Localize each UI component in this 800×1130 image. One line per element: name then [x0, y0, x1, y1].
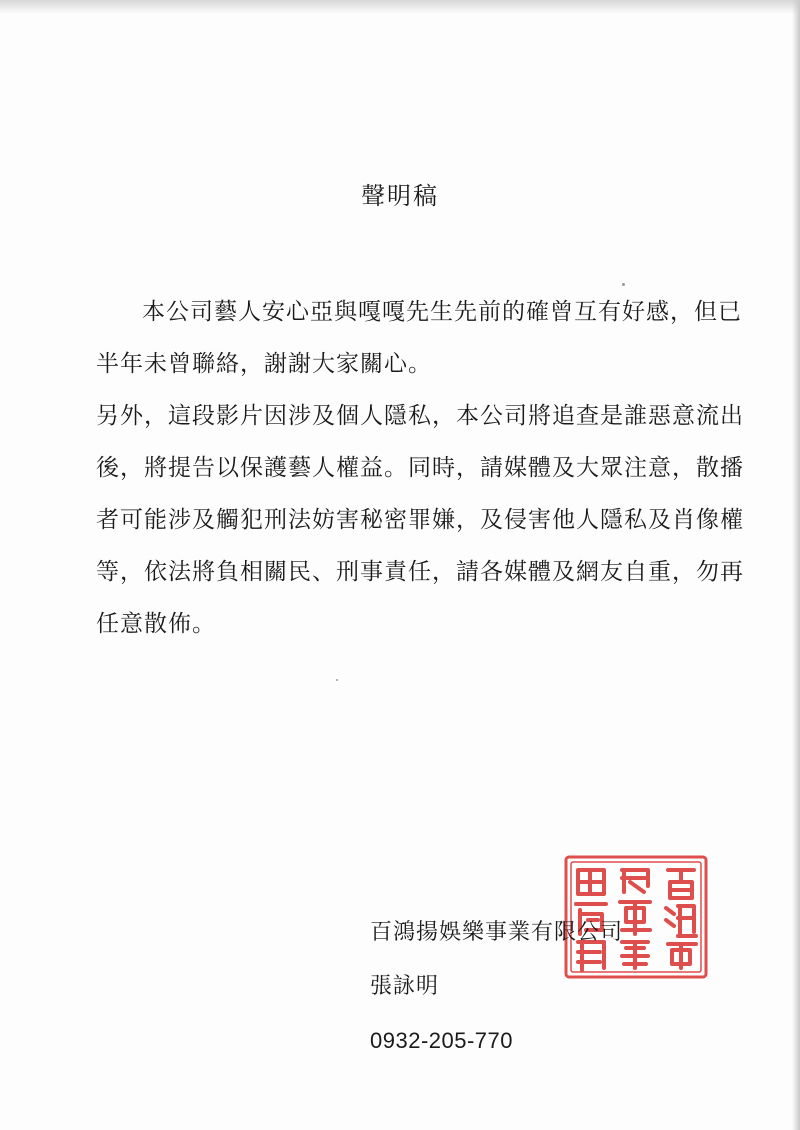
paragraph-legal-notice: 另外，這段影片因涉及個人隱私，本公司將追查是誰惡意流出後，將提告以保護藝人權益。同時，請媒體及大眾注意，散播者可能涉及觸犯刑法妨害秘密罪嫌，及侵害他人隱私及肖像權等，依法將負相關民、刑事責任，請各媒體及網友自重，勿再任意散佈。 [96, 403, 744, 637]
document-body [96, 286, 756, 650]
signature-block [370, 906, 623, 1068]
paragraph-relationship: 本公司藝人安心亞與嘎嘎先生先前的確曾互有好感，但已半年未曾聯絡，謝謝大家關心。 [96, 299, 742, 377]
scan-edge-top [0, 0, 800, 14]
document-title: 聲明稿 [361, 182, 439, 210]
contact-phone: 0932-205-770 [370, 1028, 514, 1053]
company-name: 百鴻揚娛樂事業有限公司 [370, 920, 624, 945]
signatory-name: 張詠明 [370, 974, 440, 999]
scan-edge-right [792, 0, 800, 1130]
scan-speck [336, 679, 338, 681]
